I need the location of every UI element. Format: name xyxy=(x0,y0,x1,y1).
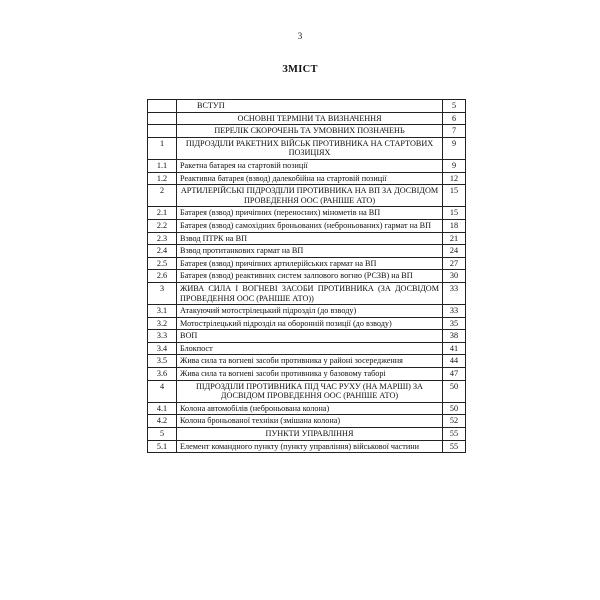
toc-row-page: 50 xyxy=(443,402,466,415)
toc-row xyxy=(148,415,466,428)
toc-row-title: АРТИЛЕРІЙСЬКІ ПІДРОЗДІЛИ ПРОТИВНИКА НА ВП ЗА ДОСВІДОМ ПРОВЕДЕННЯ ООС (РАНІШЕ АТО) xyxy=(177,185,443,207)
toc-row-title: ПІДРОЗДІЛИ РАКЕТНИХ ВІЙСЬК ПРОТИВНИКА НА СТАРТОВИХ ПОЗИЦІЯХ xyxy=(177,137,443,159)
toc-row-title: Батарея (взвод) причіпних артилерійських гармат на ВП xyxy=(177,257,443,270)
toc-row-number: 3.3 xyxy=(148,330,177,343)
toc-row-title: Батарея (взвод) причіпних (переносних) мінометів на ВП xyxy=(177,207,443,220)
toc-row-title: ВОП xyxy=(177,330,443,343)
toc-row-number: 2 xyxy=(148,185,177,207)
toc-row xyxy=(148,137,466,159)
page-number: 3 xyxy=(297,31,303,41)
toc-row-page: 47 xyxy=(443,368,466,381)
toc-row-page: 55 xyxy=(443,428,466,441)
toc-row-number: 4 xyxy=(148,380,177,402)
toc-row-title: Мотострілецький підрозділ на оборонній позиції (до взводу) xyxy=(177,317,443,330)
toc-row xyxy=(148,440,466,453)
toc-row-page: 30 xyxy=(443,270,466,283)
toc-row-page: 18 xyxy=(443,219,466,232)
toc-row-number: 2.4 xyxy=(148,245,177,258)
toc-title: ЗМІСТ xyxy=(282,64,318,75)
toc-row-page: 9 xyxy=(443,159,466,172)
toc-row-number: 2.5 xyxy=(148,257,177,270)
toc-row-page: 7 xyxy=(443,125,466,138)
toc-row xyxy=(148,368,466,381)
toc-row xyxy=(148,342,466,355)
toc-row-number xyxy=(148,100,177,113)
toc-row-title: Колона автомобілів (неброньована колона) xyxy=(177,402,443,415)
toc-row-page: 12 xyxy=(443,172,466,185)
toc-row-page: 27 xyxy=(443,257,466,270)
toc-row-number: 4.1 xyxy=(148,402,177,415)
toc-row-title: Блокпост xyxy=(177,342,443,355)
toc-row-number: 3.2 xyxy=(148,317,177,330)
toc-row-number: 1.2 xyxy=(148,172,177,185)
toc-row xyxy=(148,172,466,185)
toc-row xyxy=(148,100,466,113)
toc-row-number: 2.3 xyxy=(148,232,177,245)
toc-row-page: 50 xyxy=(443,380,466,402)
toc-row xyxy=(148,125,466,138)
toc-row-title: Елемент командного пункту (пункту управління) військової частини xyxy=(177,440,443,453)
toc-row xyxy=(148,330,466,343)
toc-row xyxy=(148,402,466,415)
toc-row-number: 3.6 xyxy=(148,368,177,381)
toc-row-title: Взвод протитанкових гармат на ВП xyxy=(177,245,443,258)
toc-row xyxy=(148,232,466,245)
toc-row xyxy=(148,257,466,270)
toc-row-number: 5.1 xyxy=(148,440,177,453)
toc-row-page: 55 xyxy=(443,440,466,453)
toc-row-page: 21 xyxy=(443,232,466,245)
toc-row-page: 6 xyxy=(443,112,466,125)
toc-row-title: Колона броньованої техніки (змішана колона) xyxy=(177,415,443,428)
toc-row-title: Ракетна батарея на стартовій позиції xyxy=(177,159,443,172)
toc-row-title: Жива сила та вогневі засоби противника у районі зосередження xyxy=(177,355,443,368)
toc-row-number xyxy=(148,112,177,125)
toc-row-number: 1 xyxy=(148,137,177,159)
toc-row xyxy=(148,207,466,220)
toc-row xyxy=(148,428,466,441)
toc-row-title: ЖИВА СИЛА І ВОГНЕВІ ЗАСОБИ ПРОТИВНИКА (ЗА ДОСВІДОМ ПРОВЕДЕННЯ ООС (РАНІШЕ АТО)) xyxy=(177,282,443,304)
toc-row xyxy=(148,355,466,368)
toc-row xyxy=(148,185,466,207)
toc-row xyxy=(148,270,466,283)
toc-row-title: ПЕРЕЛІК СКОРОЧЕНЬ ТА УМОВНИХ ПОЗНАЧЕНЬ xyxy=(177,125,443,138)
toc-table xyxy=(147,99,466,453)
toc-row xyxy=(148,219,466,232)
toc-row-page: 33 xyxy=(443,305,466,318)
toc-row-page: 15 xyxy=(443,207,466,220)
toc-row-title: ПУНКТИ УПРАВЛІННЯ xyxy=(177,428,443,441)
toc-row-title: ОСНОВНІ ТЕРМІНИ ТА ВИЗНАЧЕННЯ xyxy=(177,112,443,125)
toc-row-number: 2.2 xyxy=(148,219,177,232)
toc-row-title: Реактивна батарея (взвод) далекобійна на стартовій позиції xyxy=(177,172,443,185)
toc-row-title: ВСТУП xyxy=(177,100,443,113)
toc-row-title: Взвод ПТРК на ВП xyxy=(177,232,443,245)
toc-row-number: 3.1 xyxy=(148,305,177,318)
toc-row-number: 2.1 xyxy=(148,207,177,220)
toc-row-number: 1.1 xyxy=(148,159,177,172)
toc-row-page: 35 xyxy=(443,317,466,330)
toc-row xyxy=(148,282,466,304)
toc-row-page: 33 xyxy=(443,282,466,304)
toc-row-page: 9 xyxy=(443,137,466,159)
toc-row-title: Батарея (взвод) самохідних броньованих (неброньованих) гармат на ВП xyxy=(177,219,443,232)
toc-row-number: 4.2 xyxy=(148,415,177,428)
toc-row xyxy=(148,305,466,318)
toc-row-title: Батарея (взвод) реактивних систем залпового вогню (РСЗВ) на ВП xyxy=(177,270,443,283)
toc-row-number: 3.5 xyxy=(148,355,177,368)
toc-row-page: 52 xyxy=(443,415,466,428)
toc-row xyxy=(148,245,466,258)
toc-row xyxy=(148,112,466,125)
toc-row-page: 5 xyxy=(443,100,466,113)
toc-row-title: Атакуючий мотострілецький підрозділ (до взводу) xyxy=(177,305,443,318)
toc-row-page: 38 xyxy=(443,330,466,343)
toc-row-number: 3 xyxy=(148,282,177,304)
toc-row xyxy=(148,159,466,172)
toc-row-page: 41 xyxy=(443,342,466,355)
toc-row xyxy=(148,317,466,330)
toc-row-number: 5 xyxy=(148,428,177,441)
toc-row-page: 15 xyxy=(443,185,466,207)
toc-row-number: 3.4 xyxy=(148,342,177,355)
toc-row-title: Жива сила та вогневі засоби противника у базовому таборі xyxy=(177,368,443,381)
toc-row-page: 24 xyxy=(443,245,466,258)
toc-row-title: ПІДРОЗДІЛИ ПРОТИВНИКА ПІД ЧАС РУХУ (НА МАРШІ) ЗА ДОСВІДОМ ПРОВЕДЕННЯ ООС (РАНІШЕ АТО) xyxy=(177,380,443,402)
toc-row xyxy=(148,380,466,402)
toc-row-number xyxy=(148,125,177,138)
toc-row-page: 44 xyxy=(443,355,466,368)
toc-row-number: 2.6 xyxy=(148,270,177,283)
